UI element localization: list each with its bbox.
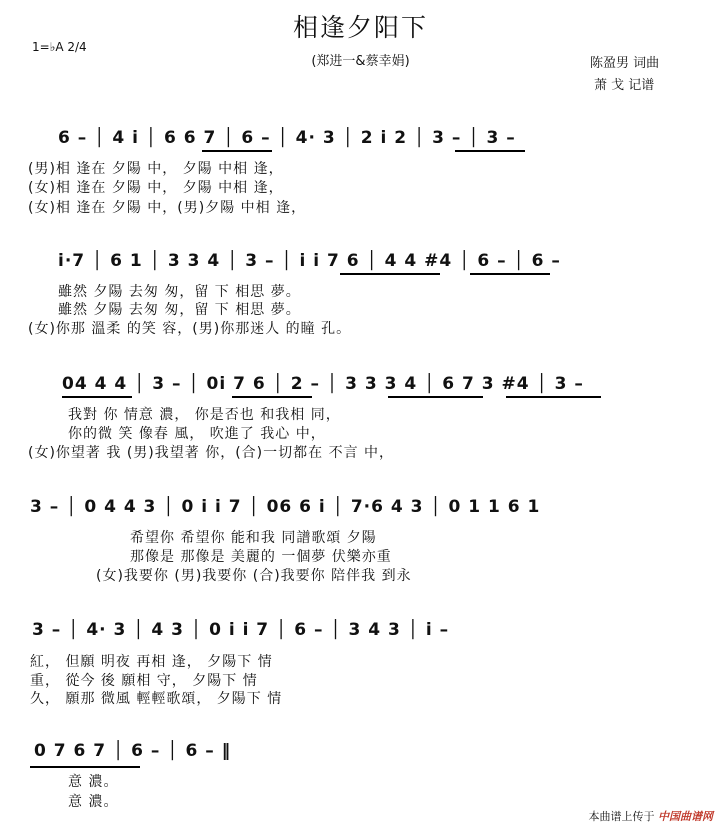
system-1-lyric-2: (女)相 逢在 夕陽 中， 夕陽 中相 逢， (28, 180, 284, 196)
system-3-lyric-2: 你的微 笑 像春 風， 吹進了 我心 中， (68, 426, 326, 442)
system-5-lyric-2: 重， 從今 後 願相 守， 夕陽下 情 (30, 673, 258, 689)
beam-line (62, 396, 132, 398)
beam-line (202, 150, 272, 152)
system-2-lyric-3: (女)你那 溫柔 的笑 容，(男)你那迷人 的瞳 孔。 (28, 321, 352, 337)
beam-line (340, 273, 440, 275)
system-4-lyric-2: 那像是 那像是 美麗的 一個夢 伏樂亦重 (130, 549, 392, 565)
footer-prefix: 本曲谱上传于 (588, 810, 655, 823)
lyric-music-credit: 陈盈男 词曲 (590, 56, 660, 71)
system-2-notes: i·7 │ 6 1 │ 3 3 4 │ 3 – │ i i 7 6 │ 4 4 #4 │ 6 – │ 6 – (58, 251, 561, 271)
system-5-lyric-1: 紅， 但願 明夜 再相 逢， 夕陽下 情 (30, 654, 273, 670)
site-logo: 中国曲谱网 (658, 810, 713, 823)
system-6-lyric-1: 意 濃。 (68, 774, 119, 790)
system-4-lyric-1: 希望你 希望你 能和我 同譜歌頌 夕陽 (130, 530, 377, 546)
beam-line (506, 396, 601, 398)
system-4-lyric-3: (女)我要你 (男)我要你 (合)我要你 陪伴我 到永 (96, 568, 412, 584)
source-footer (589, 808, 714, 824)
beam-line (232, 396, 312, 398)
system-1-notes: 6 – │ 4 i │ 6 6 7 │ 6 – │ 4· 3 │ 2 i 2 │ 3 – │ 3 – (58, 128, 516, 148)
system-5-lyric-3: 久， 願那 微風 輕輕歌頌， 夕陽下 情 (30, 691, 283, 707)
system-3-notes: 04 4 4 │ 3 – │ 0i 7 6 │ 2 – │ 3 3 3 4 │ 6 7 3 #4 │ 3 – (62, 374, 584, 394)
system-2-lyric-2: 雖然 夕陽 去匆 匆，留 下 相思 夢。 (58, 302, 301, 318)
transcriber-credit: 萧 戈 记谱 (594, 78, 655, 93)
system-5-notes: 3 – │ 4· 3 │ 4 3 │ 0 i i 7 │ 6 – │ 3 4 3 │ i – (32, 620, 450, 640)
system-2-lyric-1: 雖然 夕陽 去匆 匆，留 下 相思 夢。 (58, 284, 301, 300)
system-6-notes: 0 7 6 7 │ 6 – │ 6 – ‖ (34, 741, 232, 761)
system-4-notes: 3 – │ 0 4 4 3 │ 0 i i 7 │ 06 6 i │ 7·6 4 3 │ 0 1 1 6 1 (30, 497, 541, 517)
system-6-lyric-2: 意 濃。 (68, 794, 119, 810)
beam-line (455, 150, 525, 152)
beam-line (30, 766, 140, 768)
key-signature: 1=♭A 2/4 (32, 40, 87, 54)
system-3-lyric-3: (女)你望著 我 (男)我望著 你，(合)一切都在 不言 中， (28, 445, 395, 461)
performers: (郑进一&蔡幸娟) (311, 54, 410, 69)
song-title: 相逢夕阳下 (292, 13, 428, 42)
system-3-lyric-1: 我對 你 情意 濃， 你是否也 和我相 同， (68, 407, 341, 423)
system-1-lyric-1: (男)相 逢在 夕陽 中， 夕陽 中相 逢， (28, 161, 284, 177)
system-1-lyric-3: (女)相 逢在 夕陽 中，(男)夕陽 中相 逢， (28, 200, 307, 216)
beam-line (470, 273, 550, 275)
beam-line (388, 396, 483, 398)
